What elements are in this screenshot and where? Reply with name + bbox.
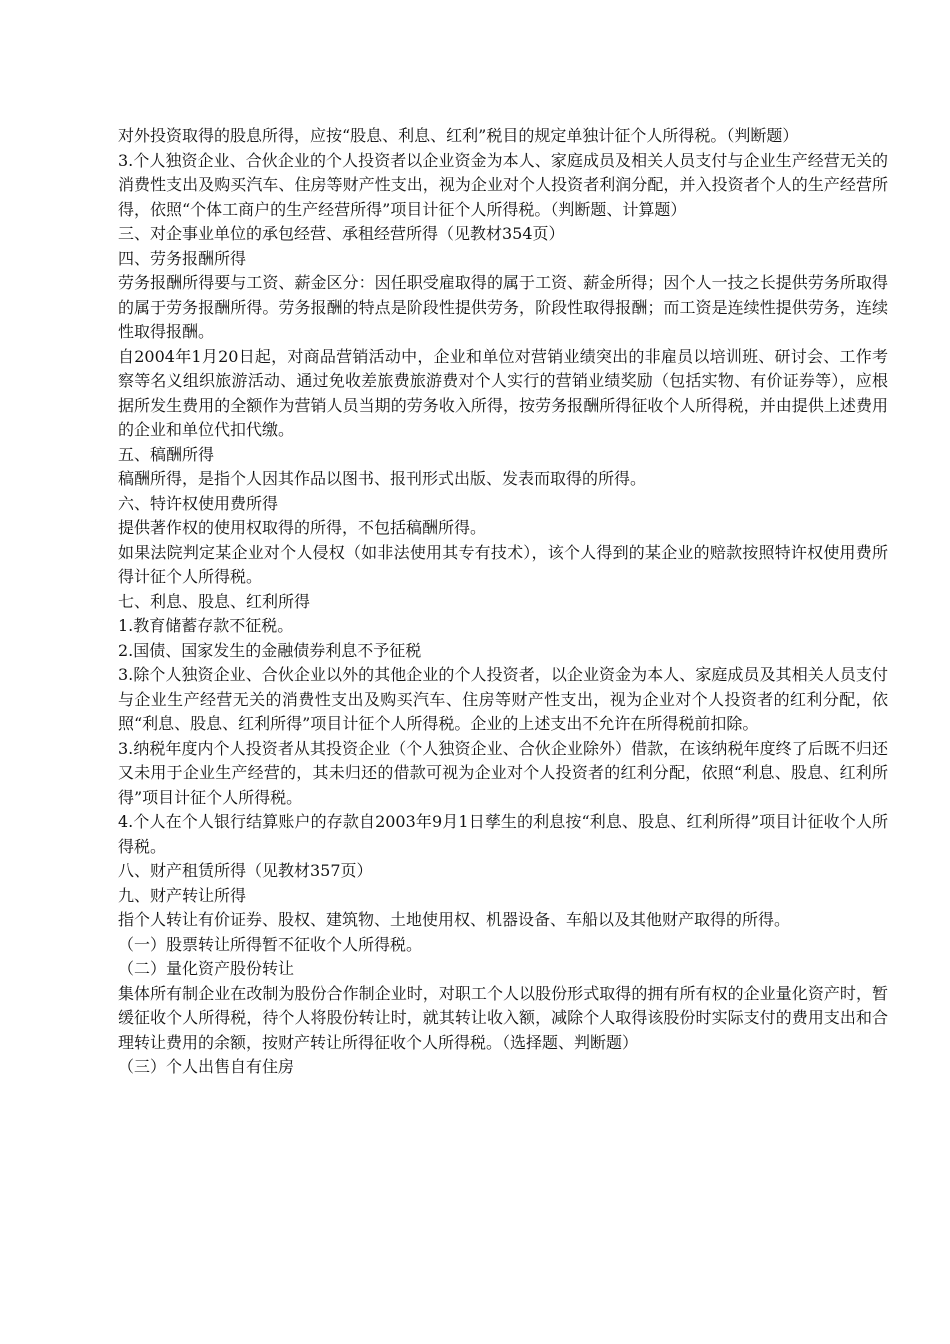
subsection-heading: （二）量化资产股份转让: [118, 959, 295, 978]
list-item: 1.教育储蓄存款不征税。: [118, 616, 294, 635]
paragraph: 对外投资取得的股息所得，应按“股息、利息、红利”税目的规定单独计征个人所得税。（判断题）: [118, 126, 799, 145]
subsection-heading: （三）个人出售自有住房: [118, 1057, 295, 1076]
paragraph: 集体所有制企业在改制为股份合作制企业时，对职工个人以股份形式取得的拥有所有权的企业量化资产时，暂缓征收个人所得税，待个人将股份转让时，就其转让收入额，减除个人取得该股份时实际支付的费用支出和合理转让费用的余额，按财产转让所得征收个人所得税。（选择题、判断题）: [118, 983, 888, 1052]
section-heading: 七、利息、股息、红利所得: [118, 591, 311, 611]
paragraph: 如果法院判定某企业对个人侵权（如非法使用其专有技术），该个人得到的某企业的赔款按照特许权使用费所得计征个人所得税。: [118, 542, 888, 586]
paragraph: 自2004年1月20日起，对商品营销活动中，企业和单位对营销业绩突出的非雇员以培训班、研讨会、工作考察等名义组织旅游活动、通过免收差旅费旅游费对个人实行的营销业绩奖励（包括实物、有价证券等），应根据所发生费用的全额作为营销人员当期的劳务收入所得，按劳务报酬所得征收个人所得税，并由提供上述费用的企业和单位代扣代缴。: [118, 346, 888, 439]
paragraph: 稿酬所得，是指个人因其作品以图书、报刊形式出版、发表而取得的所得。: [118, 469, 647, 488]
paragraph: 指个人转让有价证券、股权、建筑物、土地使用权、机器设备、车船以及其他财产取得的所得。: [118, 910, 791, 929]
list-item: 2.国债、国家发生的金融债券利息不予征税: [118, 640, 422, 660]
section-heading: 四、劳务报酬所得: [118, 248, 247, 268]
list-item: 4.个人在个人银行结算账户的存款自2003年9月1日孳生的利息按“利息、股息、红利所得”项目计征收个人所得税。: [118, 812, 888, 856]
list-item: 3.纳税年度内个人投资者从其投资企业（个人独资企业、合伙企业除外）借款，在该纳税年度终了后既不归还又未用于企业生产经营的，其未归还的借款可视为企业对个人投资者的红利分配，依照“利息、股息、红利所得”项目计征个人所得税。: [118, 738, 888, 807]
document-page: [118, 124, 888, 1080]
list-item: 3.除个人独资企业、合伙企业以外的其他企业的个人投资者，以企业资金为本人、家庭成员及其相关人员支付与企业生产经营无关的消费性支出及购买汽车、住房等财产性支出，视为企业对个人投资者的红利分配，依照“利息、股息、红利所得”项目计征个人所得税。企业的上述支出不允许在所得税前扣除。: [118, 665, 888, 733]
section-heading: 九、财产转让所得: [118, 885, 247, 905]
section-heading: 八、财产租赁所得（见教材357页）: [118, 861, 373, 880]
section-heading: 六、特许权使用费所得: [118, 493, 279, 513]
paragraph: 提供著作权的使用权取得的所得，不包括稿酬所得。: [118, 518, 487, 537]
section-heading: 三、对企事业单位的承包经营、承租经营所得（见教材354页）: [118, 224, 565, 243]
subsection-heading: （一）股票转让所得暂不征收个人所得税。: [118, 934, 423, 954]
section-heading: 五、稿酬所得: [118, 444, 215, 464]
paragraph: 3.个人独资企业、合伙企业的个人投资者以企业资金为本人、家庭成员及相关人员支付与企业生产经营无关的消费性支出及购买汽车、住房等财产性支出，视为企业对个人投资者利润分配，并入投资者个人的生产经营所得，依照“个体工商户的生产经营所得”项目计征个人所得税。（判断题、计算题）: [118, 150, 888, 219]
paragraph: 劳务报酬所得要与工资、薪金区分：因任职受雇取得的属于工资、薪金所得；因个人一技之长提供劳务所取得的属于劳务报酬所得。劳务报酬的特点是阶段性提供劳务，阶段性取得报酬；而工资是连续性提供劳务，连续性取得报酬。: [118, 273, 888, 341]
